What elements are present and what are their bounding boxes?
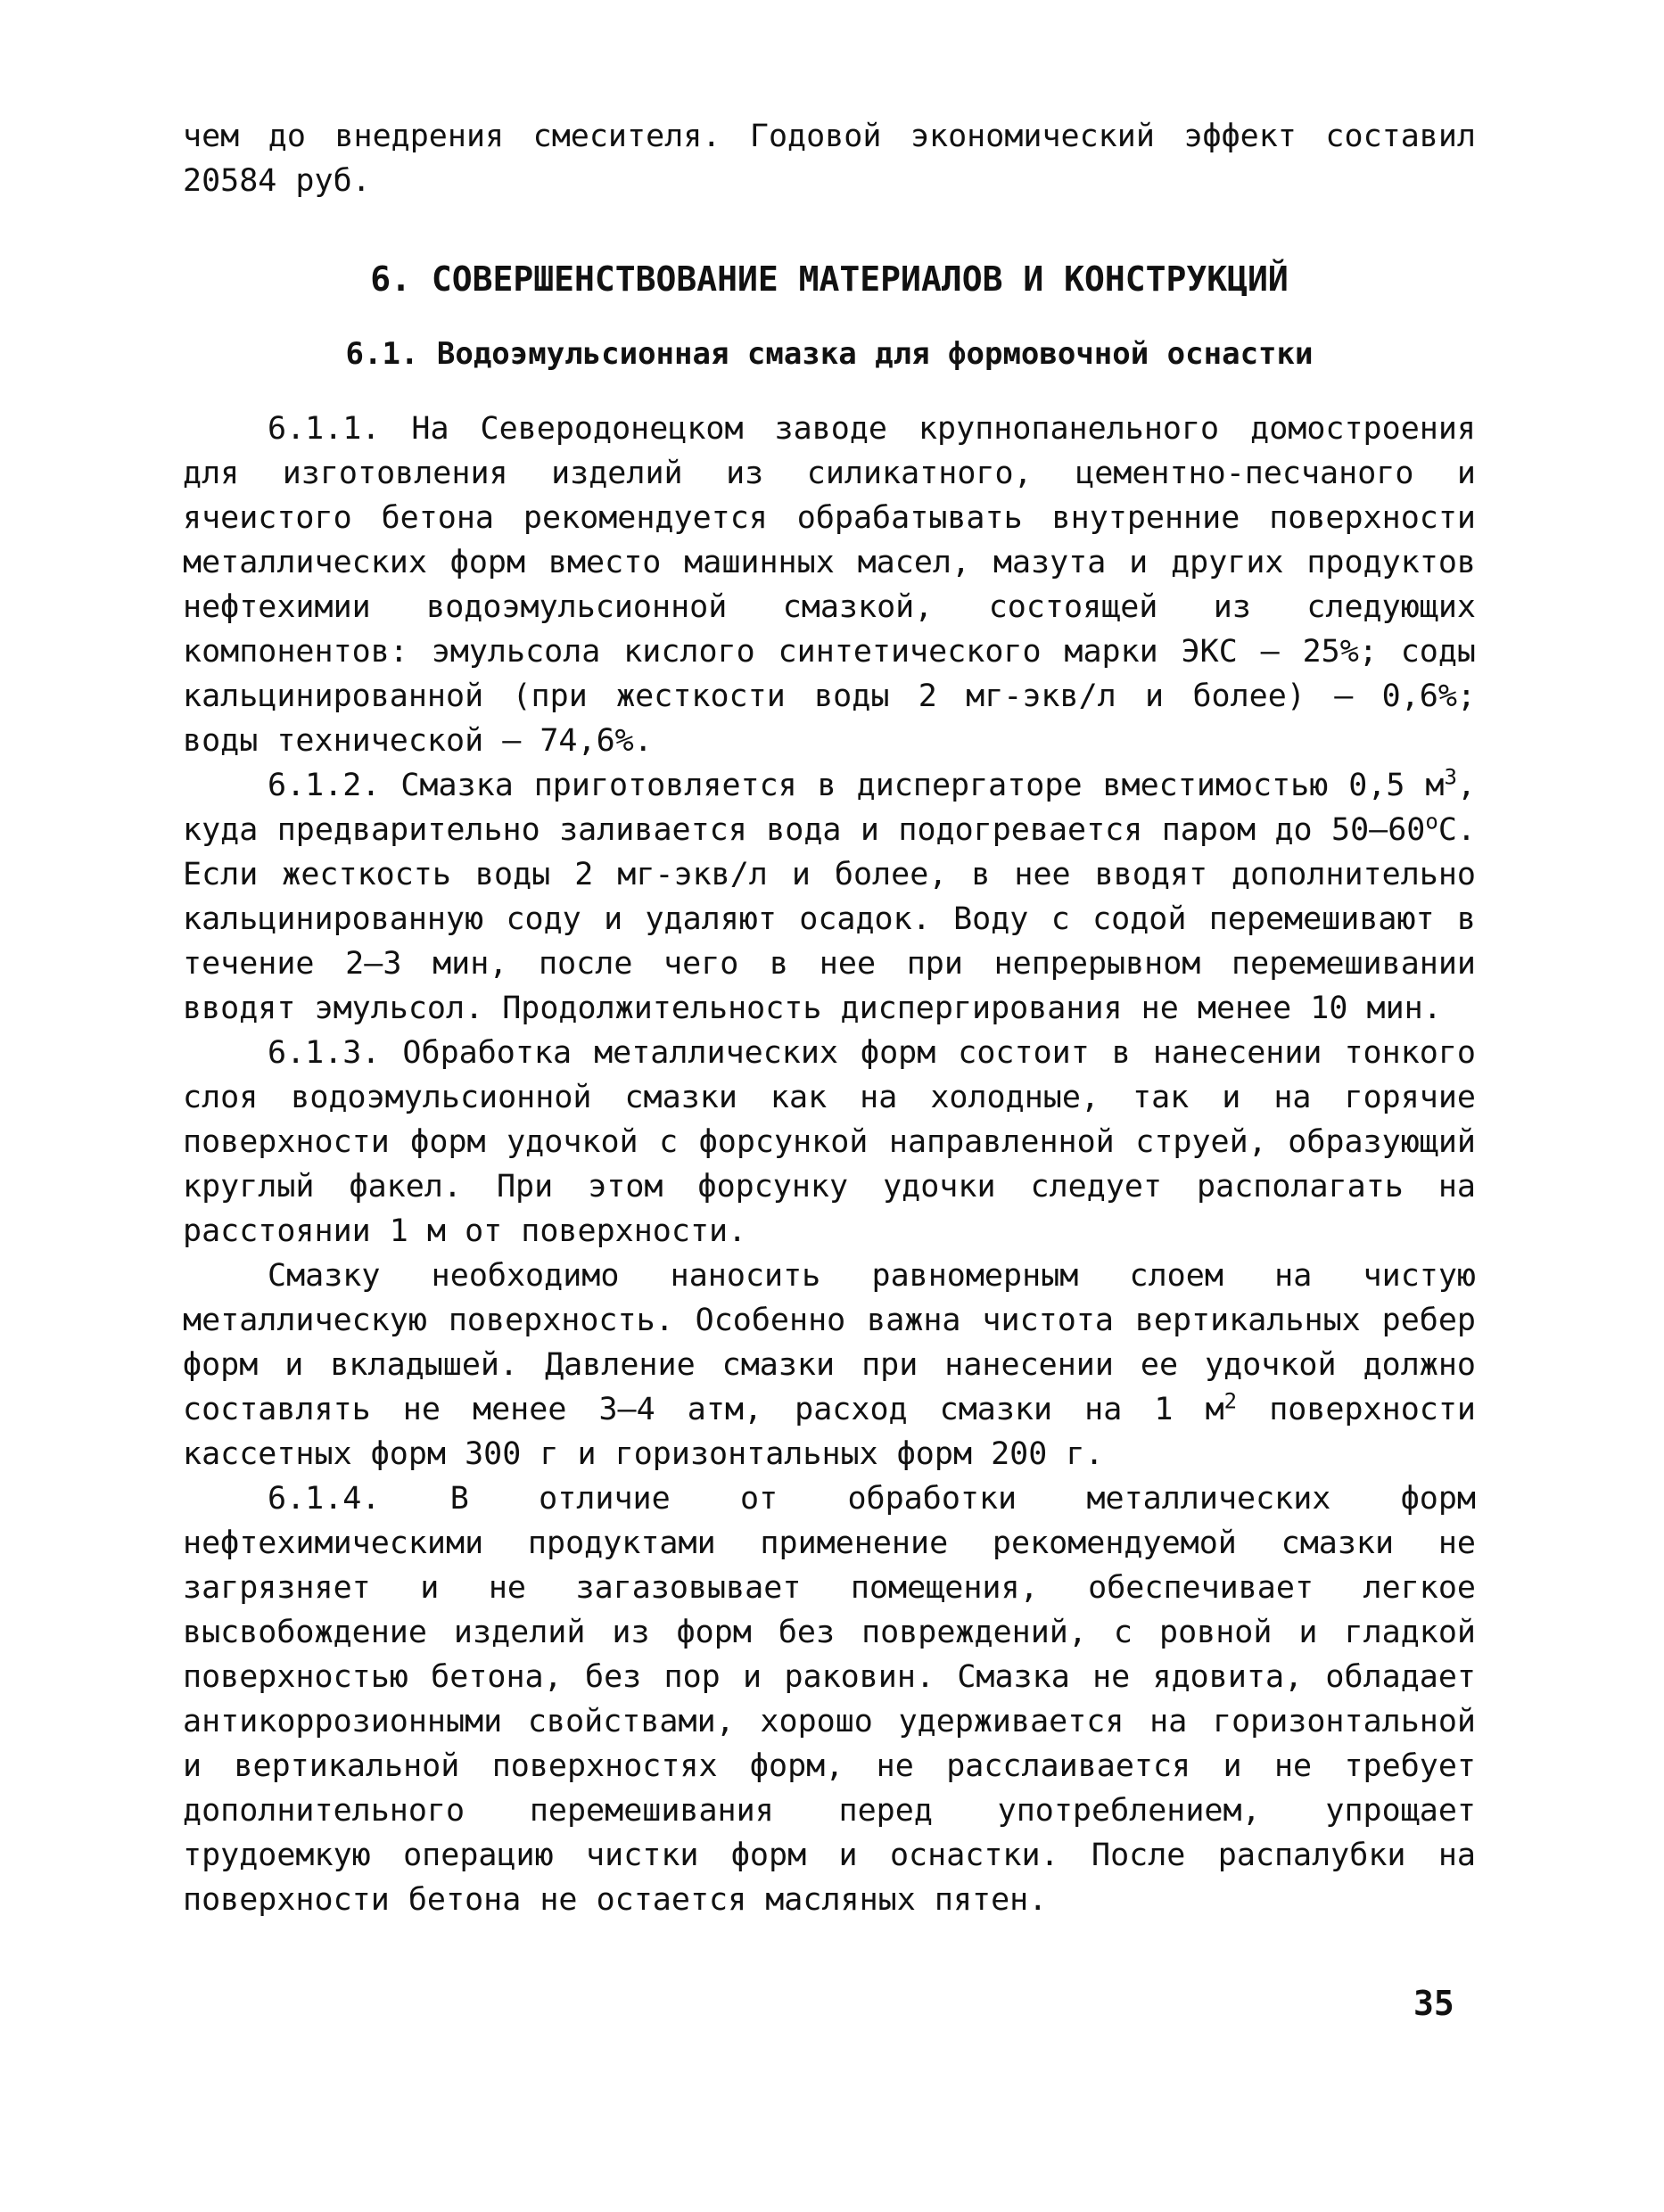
paragraph-6-1-3-continued-part-1: Смазку необходимо наносить равномерным слоем на чистую металлическую поверхность. Особенно важна чистота вертикальных ребер форм и вкладышей. Давление смазки при нанесении ее удочкой должно составлять не менее 3–4 атм, расход смазки на 1 м (183, 1258, 1476, 1427)
paragraph-6-1-3: 6.1.3. Обработка металлических форм состоит в нанесении тонкого слоя водоэмульсионной смазки как на холодные, так и на горячие поверхности форм удочкой с форсункой направленной струей, образующий круглый факел. При этом форсунку удочки следует располагать на расстоянии 1 м от поверхности. (183, 1035, 1476, 1249)
paragraph-6-1-3-continued (183, 1254, 1476, 1476)
cubic-superscript: 3 (1444, 764, 1457, 790)
intro-paragraph: чем до внедрения смесителя. Годовой экономический эффект составил 20584 руб. (183, 119, 1476, 199)
paragraph-6-1-2-part-3: С. Если жесткость воды 2 мг-экв/л и более, в нее вводят дополнительно кальцинированную соду и удаляют осадок. Воду с содой перемешивают в течение 2–3 мин, после чего в нее при непрерывном перемешивании вводят эмульсол. Продолжительность диспергирования не менее 10 мин. (183, 812, 1476, 1026)
page-number: 35 (1413, 1984, 1454, 2023)
paragraph-6-1-2-part-2: , куда предварительно заливается вода и подогревается паром до 50–60 (183, 768, 1476, 848)
paragraph-6-1-1: 6.1.1. На Северодонецком заводе крупнопанельного домостроения для изготовления изделий из силикатного, цементно-песчаного и ячеистого бетона рекомендуется обрабатывать внутренние поверхности металлических форм вместо машинных масел, мазута и других продуктов нефтехимии водоэмульсионной смазкой, состоящей из следующих компонентов: эмульсола кислого синтетического марки ЭКС – 25%; соды кальцинированной (при жесткости воды 2 мг-экв/л и более) – 0,6%; воды технической – 74,6%. (183, 411, 1476, 759)
square-superscript: 2 (1223, 1388, 1238, 1414)
paragraph-6-1-2 (183, 763, 1476, 1031)
paragraph-6-1-3-continued-part-2: поверхности кассетных форм 300 г и горизонтальных форм 200 г. (183, 1392, 1476, 1472)
paragraph-6-1-4: 6.1.4. В отличие от обработки металлических форм нефтехимическими продуктами применение рекомендуемой смазки не загрязняет и не загазовывает помещения, обеспечивает легкое высвобождение изделий из форм без повреждений, с ровной и гладкой поверхностью бетона, без пор и раковин. Смазка не ядовита, обладает антикоррозионными свойствами, хорошо удерживается на горизонтальной и вертикальной поверхностях форм, не расслаивается и не требует дополнительного перемешивания перед употреблением, упрощает трудоемкую операцию чистки форм и оснастки. После распалубки на поверхности бетона не остается масляных пятен. (183, 1481, 1476, 1918)
paragraph-6-1-2-part-1: 6.1.2. Смазка приготовляется в диспергаторе вместимостью 0,5 м (268, 768, 1445, 803)
degree-superscript: о (1425, 809, 1438, 835)
section-title: 6. СОВЕРШЕНСТВОВАНИЕ МАТЕРИАЛОВ И КОНСТРУКЦИЙ (370, 259, 1289, 299)
document-page (183, 114, 1476, 1922)
subsection-title: 6.1. Водоэмульсионная смазка для формовочной оснастки (345, 336, 1314, 372)
